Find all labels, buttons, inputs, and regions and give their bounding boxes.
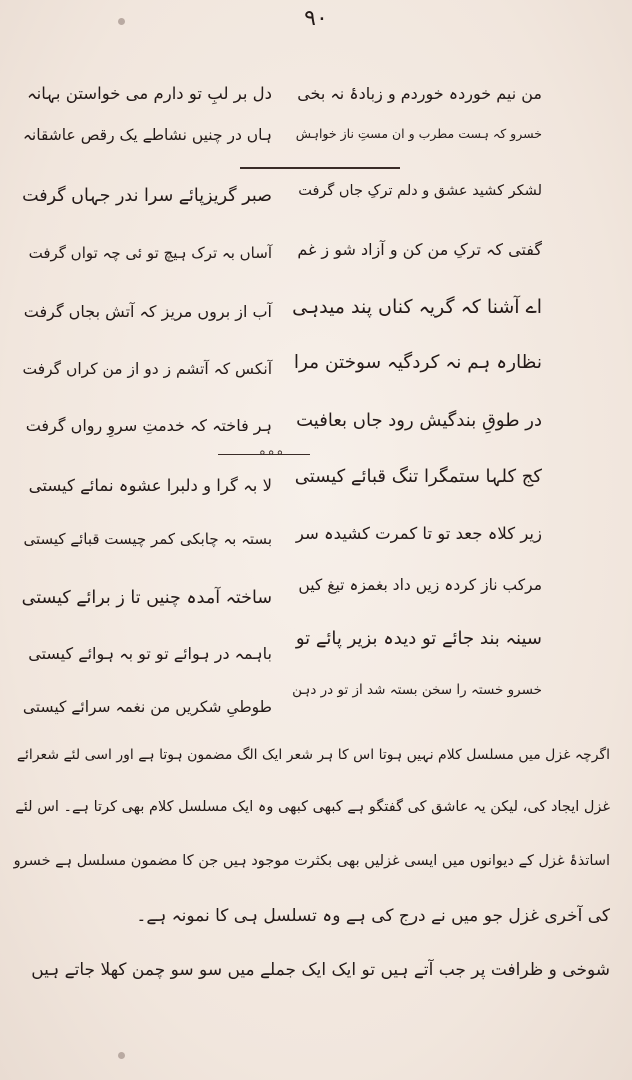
stanza-divider: [240, 167, 400, 169]
verse-line: آب از بروں مریز کہ آتش بجاں گرفت: [23, 302, 272, 321]
verse-line: ساختہ آمدہ چنیں تا ز برائے کیستی: [21, 588, 272, 608]
verse-line: نظارہ ہم نہ کردگیہ سوختن مرا: [293, 352, 542, 373]
verse-line: در طوقِ بندگیش رود جاں بعافیت: [296, 410, 542, 431]
page-number: ۹۰: [304, 6, 328, 31]
verse-line: باہمہ در ہوائے تو تو بہ ہوائے کیستی: [28, 644, 272, 663]
binding-hole: [118, 1052, 125, 1059]
verse-line: لشکر کشید عشق و دلم ترکِ جاں گرفت: [298, 183, 542, 199]
verse-line: مرکب ناز کردہ زیں داد بغمزہ تیغ کیں: [298, 576, 542, 594]
verse-line: خسرو خستہ را سخن بستہ شد از تو در دہن: [292, 682, 542, 698]
verse-line: من نیم خوردہ خوردم و زبادۂ نہ بخی: [297, 84, 542, 103]
prose-line: شوخی و ظرافت پر جب آتے ہیں تو ایک ایک جملے میں سو سو چمن کھلا جاتے ہیں: [31, 960, 610, 980]
divider-ornament: ∘∘∘: [258, 445, 285, 461]
verse-line: آساں بہ ترک ہیچ تو ئی چہ تواں گرفت: [28, 244, 272, 262]
prose-line: اگرچہ غزل میں مسلسل کلام نہیں ہوتا اس کا ہر شعر ایک الگ مضمون ہوتا ہے اور اسی لئے شعرائے: [16, 747, 610, 763]
verse-line: کج کلہا ستمگرا تنگ قبائے کیستی: [294, 466, 542, 487]
verse-line: دل بر لبِ تو دارم می خواستن بہانہ: [26, 84, 272, 103]
verse-line: ہر فاختہ کہ خدمتِ سروِ رواں گرفت: [25, 416, 272, 435]
verse-line: اے آشنا کہ گریہ کناں پند میدہی: [292, 296, 542, 318]
verse-line: لا بہ گرا و دلبرا عشوہ نمائے کیستی: [28, 476, 272, 495]
verse-line: سینہ بند جائے تو دیدہ بزیر پائے تو: [295, 628, 542, 649]
verse-line: گفتی کہ ترکِ من کن و آزاد شو ز غم: [297, 240, 542, 259]
verse-line: آنکس کہ آتشم ز دو از من کراں گرفت: [22, 360, 272, 378]
verse-line: بستہ بہ چابکی کمر چیست قبائے کیستی: [23, 530, 272, 548]
prose-line: کی آخری غزل جو میں نے درج کی ہے وہ تسلسل ہی کا نمونہ ہے۔: [136, 906, 610, 926]
verse-line: خسرو کہ ہست مطرب و ان مستِ ناز خواہش: [295, 126, 542, 141]
verse-line: صبر گریزپائے سرا ندر جہاں گرفت: [22, 186, 272, 206]
verse-line: ہاں در چنیں نشاطے یک رقص عاشقانہ: [22, 126, 272, 144]
verse-line: طوطیِ شکریں من نغمہ سرائے کیستی: [22, 698, 272, 716]
prose-line: اساتذۂ غزل کے دیوانوں میں ایسی غزلیں بھی بکثرت موجود ہیں جن کا مضمون مسلسل ہے خسرو: [13, 853, 610, 869]
verse-line: زیر کلاہ جعد تو تا کمرت کشیدہ سر: [295, 524, 542, 543]
prose-line: غزل ایجاد کی، لیکن یہ عاشق کی گفتگو ہے کبھی کبھی وہ ایک مسلسل کلام بھی کرتا ہے۔ اس لئے: [15, 799, 610, 815]
